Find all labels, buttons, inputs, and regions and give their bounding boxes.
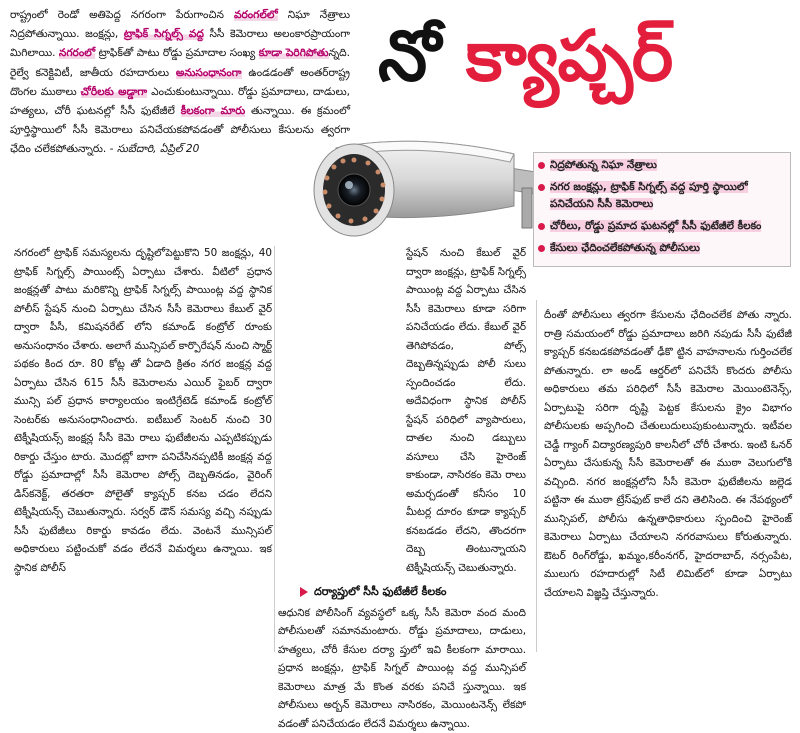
column-divider [536,300,537,652]
headline-word-1: నో [378,15,440,97]
key-point: నగర జంక్షన్లు, ట్రాఫిక్ సిగ్నల్స్ వద్ద పూర్తి స్థాయిలో పనిచేయని సీసీ కెమెరాలు [536,179,786,213]
dateline: - సుబేదారి, ఏప్రిల్ 20 [109,143,200,156]
column-divider [274,246,275,652]
intro-highlight: చోరీలకు అడ్డాగా [80,85,148,98]
intro-highlight: ట్రాఫిక్ సిగ్నల్స్ వద్ద [123,28,204,41]
section-subheading: దర్యాప్తులో సీసీ ఫుటేజీలే కీలకం [300,583,526,602]
headline-word-2: క్యాప్చర్ [465,15,673,97]
intro-highlight: నగరంలో [58,47,96,60]
intro-highlight: కీలకంగా మారు [180,105,246,118]
headline [378,6,790,106]
intro-paragraph: రాష్ట్రంలో రెండో అతిపెద్ద నగరంగా పేరుగాంచిన వరంగల్‌లో నిఘా నేత్రాలు నిద్రపోతున్నాయి. జంక్షన్లు, ట్రాఫిక్ సిగ్నల్స్ వద్ద సీసీ కెమెరాలు అలంకారప్రాయంగా మిగిలాయి. నగరంలో ట్రాఫిక్‌తో పాటు రోడ్డు ప్రమాదాల సంఖ్య కూడా పెరిగిపోతున్నది. రైల్వే కనెక్టివిటీ, జాతీయ రహదారులు అనుసంధానంగా ఉండడంతో అంతర్‌రాష్ట్ర దొంగల ముఠాలు చోరీలకు అడ్డాగా ఎంచుకుంటున్నాయి. రోడ్డు ప్రమాదాలు, దాడులు, హత్యలు, చోరీ ఘటనల్లో సీసీ ఫుటేజీలే కీలకంగా మారు తున్నాయి. ఈ క్రమంలో పూర్తిస్థాయిలో సీసీ కెమెరాలు పనిచేయకపోవడంతో పోలీసులు కేసులను త్వరగా ఛేదిం చలేకపోతున్నారు. - సుబేదారి, ఏప్రిల్ 20 [10,9,351,156]
key-points-box [533,152,791,267]
key-point: నిద్రపోతున్న నిఘా నేత్రాలు [536,157,786,174]
triangle-bullet-icon [300,587,308,597]
intro-highlight: అనుసంధానంగా [175,66,242,79]
article-column-1: నగరంలో ట్రాఫిక్ సమస్యలను దృష్టిలోపెట్టుకొని 50 జంక్షన్లు, 40 ట్రాఫిక్ సిగ్నల్స్ పాయింట్స్ ఏర్పాటు చేశారు. వీటిలో ప్రధాన జంక్షన్లతో పాటు మరికొన్ని ట్రాఫిక్ సిగ్నల్స్ పాయింట్ల వద్ద స్థానిక పోలీస్ స్టేషన్ నుంచి ఏర్పాటు చేసిన సీసీ కెమెరాలు కేబుల్ వైర్ ద్వారా పీసీ, కమిషనరేట్ లోని కమాండ్ కంట్రోల్ రూంకు అనుసంధానం చేశారు. అలాగే మున్సిపల్ కార్పొరేషన్ నుంచి స్మార్ట్ పథకం కింద రూ. 80 కోట్ల తో ఏడాది క్రితం నగర జంక్షన్ల వద్ద ఏర్పాటు చేసిన 615 సీసీ కెమెరాలను ఎయిర్ ఫైబర్ ద్వారా మున్సి పల్ ప్రధాన కార్యాలయం ఇంటిగ్రేటెడ్ కమాండ్ కంట్రోల్ సెంటర్‌కు అనుసంధానించారు. ఐటీబుల్ సెంటర్ నుంచి 30 టెక్నీషియన్స్ జంక్షన్ల సీసీ కెమె రాలు ఫుటేజీలను ఎప్పటికప్పుడు రికార్డు చేస్తుం టారు. మొదట్లో బాగా పనిచేసినప్పటికీ జంక్షన్ల వద్ద రోడ్డు ప్రమాదాల్లో సీసీ కెమెరాల పోల్స్ దెబ్బతినడం, వైరింగ్ డిస్‌కనెక్ట్, తరతరా పోలైతో క్యాప్చర్ కనబ చడం లేదని టెక్నీషియన్స్ చెబుతున్నారు. సర్వర్ డౌన్ సమస్య వచ్చి నప్పుడు సీసీ ఫుటేజీలు రికార్డు కావడం లేదు. వెంటనే మున్సిపల్ అధికారులు పట్టించుకో వడం లేదనే విమర్శలు ఉన్నాయి. ఇక స్థానిక పోలీస్ [14,247,272,574]
cctv-camera-image [296,128,542,260]
key-point: కేసులు ఛేదించలేకపోతున్న పోలీసులు [536,240,786,257]
intro-highlight: వరంగల్‌లో [233,9,278,21]
key-point: చోరీలు, రోడ్డు ప్రమాద ఘటనల్లో సీసీ ఫుటేజీలే కీలకం [536,218,786,235]
intro-highlight: కూడా పెరిగిపోతు [258,47,329,60]
article-column-3: దీంతో పోలీసులు త్వరగా కేసులను ఛేదించలేక పోతు న్నారు. రాత్రి సమయంలో రోడ్డు ప్రమాదాలు జరిగి నపుడు సీసీ ఫుటేజీ క్యాప్చర్ కనబడకపోవడంతో ఢీకొ ట్టిన వాహనాలను గుర్తించలేక పోతున్నారు. లా అండ్ ఆర్డర్‌లో పనిచేసే కొందరు పోలీసు అధికారులు తమ పరిధిలో సీసీ కెమెరాల మెయింటెనెన్స్, ఏర్పాటుపై సరిగా దృష్టి పెట్టక కేసులను క్రైం విభాగం పోలీసులకు అప్పగించి చేతులుదులుపుకుంటున్నారు. ఇటీవల చెడ్డీ గ్యాంగ్ విద్యారణ్యపురి కాలనీలో చోరీ చేశారు. ఇంటి ఓనర్ ఏర్పాటు చేసుకున్న సీసీ కెమెరాలతో ఈ ముఠా వెలుగులోకి వచ్చింది. నగర జంక్షన్లలోని సీసీ కెమెరా ఫుటేజీలను జల్లెడ పట్టినా ఈ ముఠా ట్రేస్‌ఫుట్ కాలే దని తెలిసింది. ఈ నేపథ్యంలో మున్సిపల్, పోలీసు ఉన్నతాధికారులు స్పందించి హైరెంజ్ కెమెరాలు ఏర్పాటు చేయాలని నగరవాసులు కోరుతున్నారు. ఔటర్ రింగ్‌రోడ్డు, ఖమ్మం,కరీంనగర్, హైదరాబాద్, నర్సంపేట, ములుగు రహదారుల్లో సిటీ లిమిట్‌లో కూడా ఏర్పాటు చేయాలని విజ్ఞప్తి చేస్తున్నారు. [544,309,792,599]
article-column-2: స్టేషన్ నుంచి కేబుల్ వైర్ ద్వారా జంక్షన్లు, ట్రాఫిక్ సిగ్నల్స్ పాయింట్ల వద్ద ఏర్పాటు చేసిన సీసీ కెమెరాలు కూడా సరిగా పనిచేయడం లేదు. కేబుల్ వైర్ తెగిపోవడం, పోల్స్ దెబ్బతిన్నప్పుడు పోలీ సులు స్పందించడం లేదు. అదేవిధంగా స్థానిక పోలీస్ స్టేషన్ పరిధిలో వ్యాపారులు, దాతల నుంచి డబ్బులు వసూలు చేసి హైరెంజ్ కాకుండా, నాసిరకం కెమె రాలు అమర్చడంతో కనీసం 10 మీటర్ల దూరం కూడా క్యాప్చర్ కనబడడం లేదని, తొందరగా దెబ్బ తింటున్నాయని టెక్నీషియన్స్ చెబుతున్నారు. దర్యాప్తులో సీసీ ఫుటేజీలే కీలకం ఆధునిక పోలీసింగ్ వ్యవస్థలో ఒక్క సీసీ కెమెరా వంద మంది పోలీసులతో సమానమంటారు. రోడ్డు ప్రమాదాలు, దాడులు, హత్యలు, చోరీ కేసుల దర్యా ప్తులో ఇవి కీలకంగా మారాయి. ప్రధాన జంక్షన్లు, ట్రాఫిక్ సిగ్నల్ పాయింట్ల వద్ద మున్సిపల్ కెమెరాలు మాత్ర మే కొంత వరకు పనిచే స్తున్నాయి. ఇక పోలీసులు అర్బన్ కెమెరాలు నాసిరకం, మెయింటనెన్స్ లేకపో వడంతో పనిచేయడం లేదనే విమర్శలు ఉన్నాయి. [278,247,526,730]
